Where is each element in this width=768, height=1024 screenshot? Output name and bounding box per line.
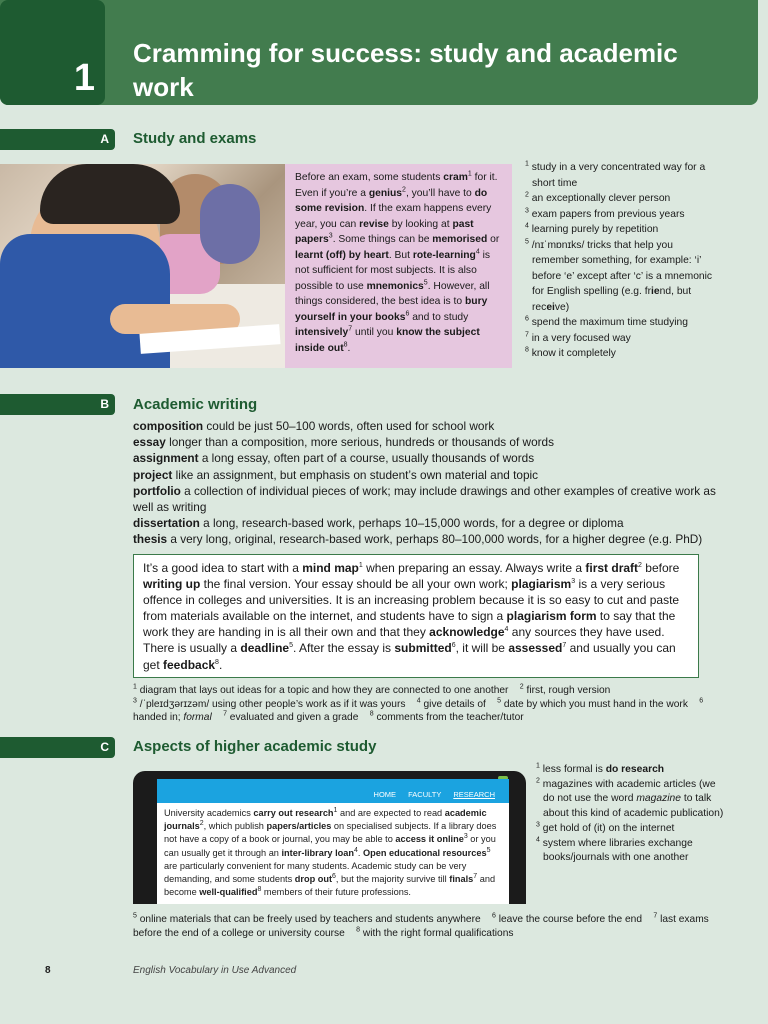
nav-faculty-link[interactable]: FACULTY — [408, 790, 442, 799]
section-a-text-box: Before an exam, some students cram$^1$ for it. Even if you’re a genius$^2$, you’ll have to do some revision. If the exam happens every year, you can revise by looking at past papers$^3$. Some things can be memorised or learnt (off) by heart. But rote-learning$^4$ is not sufficient for most subjects. It is also possible to use mnemonics$^5$. However, all things considered, the best idea is to bury yourself in your books$^6$ and to study intensively$^7$ until you know the subject inside out$^8$. — [285, 164, 512, 368]
tablet-text: University academics carry out research$^1$ and are expected to read academic journals$^2$, which publish papers/articles on specialised subjects. If a library does not have a copy of a book or journal, you may be able to access it online$^3$ or you can usually get it through an inter-library loan$^4$. Open educational resources$^5$ are particularly convenient for many students. Academic study can be very demanding, and some students drop out$^6$, but the majority survive till finals$^7$ and become well-qualified$^8$ members of their future professions. — [164, 806, 497, 898]
section-c-footnotes — [536, 763, 726, 866]
footnote: $^3$ exam papers from previous years — [525, 207, 685, 220]
section-b-marker: B — [0, 394, 115, 415]
students-exam-photo — [0, 164, 285, 368]
footnote: $^1$ less formal is do research — [536, 762, 665, 775]
section-c-bottom-footnotes: $^5$ online materials that can be freely used by teachers and students anywhere $^6$ leave the course before the end $^7$ last exams before the end of a college or university course $^8$ with the right formal qualifications — [133, 912, 709, 939]
page-number: 8 — [45, 965, 51, 976]
definition-item — [133, 434, 723, 450]
term: thesis — [133, 532, 168, 547]
definition: a very long, original, research-based work, perhaps 80–100,000 words, for a higher degree (e.g. PhD) — [167, 532, 703, 547]
nav-home-link[interactable]: HOME — [373, 790, 397, 799]
definition: could be just 50–100 words, often used for school work — [203, 419, 495, 433]
footnote: $^6$ spend the maximum time studying — [525, 315, 689, 328]
definition-item — [133, 531, 723, 547]
footnote: $^1$ study in a very concentrated way for a short time — [525, 160, 706, 189]
footnote: $^7$ in a very focused way — [525, 331, 631, 344]
footnote: $^4$ system where libraries exchange books/journals with one another — [536, 836, 693, 864]
section-c-marker: C — [0, 737, 115, 758]
footnote: $^3$ get hold of (it) on the internet — [536, 821, 675, 834]
definition-item — [133, 418, 723, 434]
nav-research-link[interactable]: RESEARCH — [453, 790, 495, 799]
section-a-marker: A — [0, 129, 115, 150]
term: dissertation — [133, 516, 200, 531]
unit-title: Cramming for success: study and academic work — [133, 38, 678, 102]
tablet-screen — [157, 779, 509, 904]
footnote: $^5$ /nɪˈmɒnɪks/ tricks that help you remember something, for example: ‘i’ before ‘e’ except after ‘c’ is a mnemonic for English spelling (e.g. friend, but receive) — [525, 238, 713, 313]
footnote: $^2$ an exceptionally clever person — [525, 191, 671, 204]
footnote: $^2$ magazines with academic articles (we do not use the word magazine to talk about this kind of academic publication) — [536, 777, 724, 820]
tablet-nav-bar — [157, 779, 509, 803]
footnote: $^8$ know it completely — [525, 346, 616, 359]
definition: like an assignment, but emphasis on student’s own material and topic — [172, 467, 539, 482]
definition-list — [133, 418, 723, 548]
definition: a collection of individual pieces of work; may include drawings and other examples of creative work as well as writing — [133, 483, 716, 515]
definition: a long, research-based work, perhaps 10–15,000 words, for a degree or diploma — [199, 516, 624, 531]
footnote: $^4$ learning purely by repetition — [525, 222, 659, 235]
definition-item — [133, 467, 723, 483]
definition: longer than a composition, more serious, hundreds or thousands of words — [165, 435, 555, 450]
term: assignment — [133, 451, 199, 466]
definition: a long essay, often part of a course, usually thousands of words — [198, 451, 535, 466]
section-c-title: Aspects of higher academic study — [133, 738, 377, 755]
section-b-title: Academic writing — [133, 396, 258, 413]
term: project — [133, 467, 173, 482]
unit-number: 1 — [0, 0, 105, 105]
definition-item — [133, 515, 723, 531]
term: essay — [133, 435, 166, 450]
section-b-footnotes: $^1$ diagram that lays out ideas for a topic and how they are connected to one another $^2$ first, rough version $^3$ /ˈpleɪdʒərɪzəm/ using other people’s work as if it was yours $^4$ give details of $^5$ date by which you must hand in the work $^6$ handed in; formal $^7$ evaluated and given a grade $^8$ comments from the teacher/tutor — [133, 683, 704, 723]
definition-item — [133, 483, 723, 515]
section-a-footnotes — [525, 160, 715, 362]
section-a-title: Study and exams — [133, 130, 257, 147]
book-title: English Vocabulary in Use Advanced — [133, 965, 297, 976]
tablet-illustration — [133, 771, 526, 904]
term: portfolio — [133, 483, 181, 498]
section-b-text-box: It’s a good idea to start with a mind map$^1$ when preparing an essay. Always write a first draft$^2$ before writing up the final version. Your essay should be all your own work; plagiarism$^3$ is a very serious offence in colleges and universities. It is an increasing problem because it is so easy to cut and paste from materials available on the internet, and students have to sign a plagiarism form to say that the work they are handing in is all their own and that they acknowledge$^4$ any sources they have used. There is usually a deadline$^5$. After the essay is submitted$^6$, it will be assessed$^7$ and usually you can get feedback$^8$. — [133, 554, 699, 678]
term: composition — [133, 419, 204, 433]
definition-item — [133, 450, 723, 466]
